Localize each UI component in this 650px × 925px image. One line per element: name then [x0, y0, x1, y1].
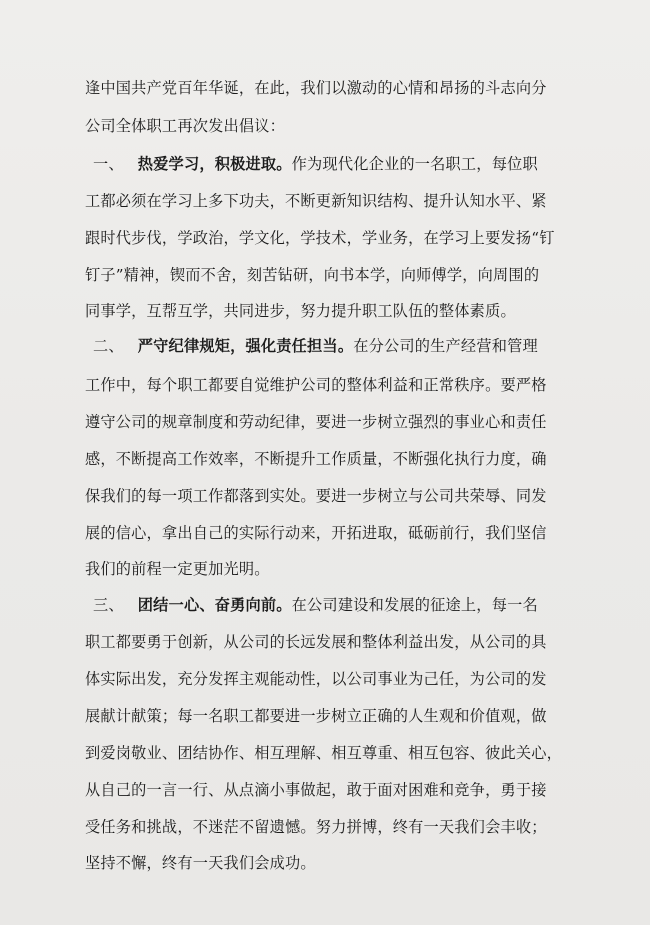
paragraph-line: 展献计献策；每一名职工都要进一步树立正确的人生观和价值观，做	[85, 707, 547, 725]
paragraph-line: 公司全体职工再次发出倡议：	[85, 117, 286, 135]
section-heading: 热爱学习，积极进取。	[137, 155, 292, 173]
paragraph-line: 从自己的一言一行、从点滴小事做起，敢于面对困难和竞争，勇于接	[85, 781, 547, 799]
paragraph-line: 展的信心，拿出自己的实际行动来，开拓进取，砥砺前行，我们坚信	[85, 524, 547, 542]
paragraph-line: 感，不断提高工作效率，不断提升工作质量，不断强化执行力度，确	[85, 450, 547, 468]
section-heading: 严守纪律规矩，强化责任担当。	[137, 337, 354, 355]
paragraph-line: 坚持不懈，终有一天我们会成功。	[85, 854, 316, 872]
paragraph-line: 遵守公司的规章制度和劳动纪律，要进一步树立强烈的事业心和责任	[85, 413, 547, 431]
paragraph-line: 到爱岗敬业、团结协作、相互理解、相互尊重、相互包容、彼此关心，	[85, 744, 563, 762]
paragraph-line: 工作中，每个职工都要自觉维护公司的整体利益和正常秩序。要严格	[85, 376, 547, 394]
paragraph-line: 我们的前程一定更加光明。	[85, 560, 270, 578]
section-three-first-line	[85, 590, 573, 620]
paragraph-line: 逢中国共产党百年华诞，在此，我们以激动的心情和昂扬的斗志向分	[85, 79, 547, 97]
section-text: 作为现代化企业的一名职工，每位职	[291, 155, 538, 173]
paragraph-line: 钉子”精神，锲而不舍，刻苦钻研，向书本学，向师傅学，向周围的	[85, 266, 540, 284]
section-text: 在公司建设和发展的征途上，每一名	[291, 596, 538, 614]
paragraph-line: 职工都要勇于创新，从公司的长远发展和整体利益出发，从公司的具	[85, 633, 547, 651]
section-number: 一、	[93, 155, 124, 173]
section-heading: 团结一心、奋勇向前。	[137, 596, 292, 614]
section-text: 在分公司的生产经营和管理	[353, 337, 538, 355]
section-number: 二、	[93, 337, 124, 355]
paragraph-line: 受任务和挑战，不迷茫不留遗憾。努力拼博，终有一天我们会丰收；	[85, 818, 547, 836]
section-number: 三、	[93, 596, 124, 614]
section-two-first-line	[85, 331, 573, 361]
paragraph-line: 保我们的每一项工作都落到实处。要进一步树立与公司共荣辱、同发	[85, 487, 547, 505]
paragraph-line: 工都必须在学习上多下功夫，不断更新知识结构、提升认知水平、紧	[85, 192, 547, 210]
paragraph-line: 体实际出发，充分发挥主观能动性，以公司事业为己任，为公司的发	[85, 670, 547, 688]
paragraph-line: 跟时代步伐，学政治，学文化，学技术，学业务，在学习上要发扬“钉	[85, 229, 555, 247]
section-one-first-line	[85, 149, 573, 179]
paragraph-line: 同事学，互帮互学，共同进步，努力提升职工队伍的整体素质。	[85, 302, 516, 320]
